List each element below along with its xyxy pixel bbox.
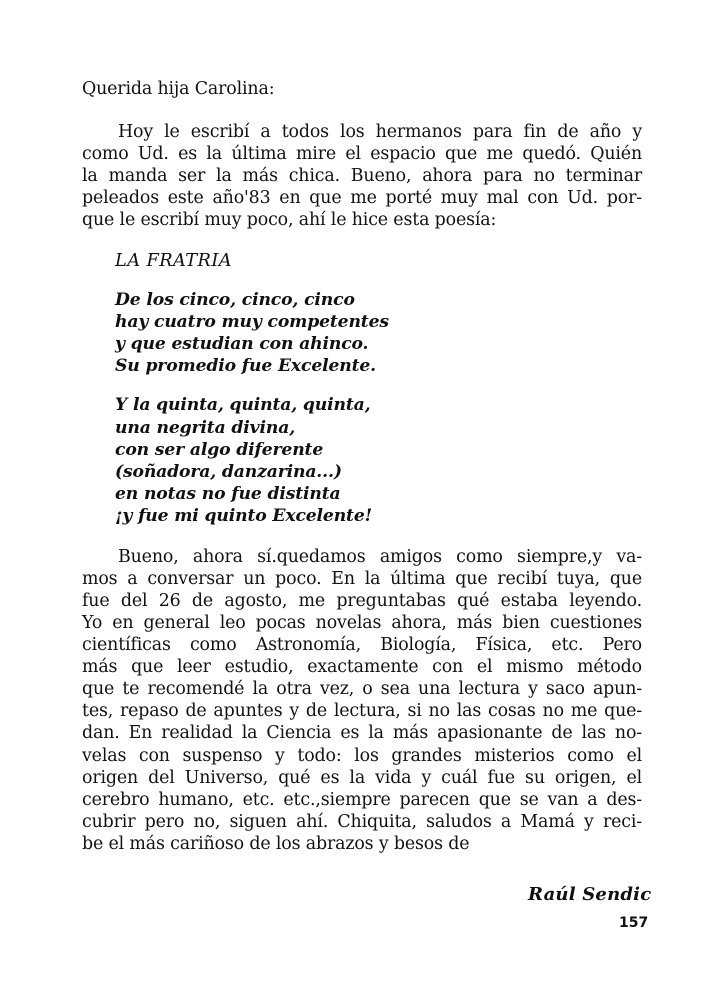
poem-line: ¡y fue mi quinto Excelente! — [115, 506, 373, 527]
paragraph-line: científicas como Astronomía, Biología, Física, etc. Pero — [82, 635, 642, 656]
paragraph-1 — [82, 121, 642, 231]
poem-line: De los cinco, cinco, cinco — [115, 289, 355, 310]
paragraph-line: dan. En realidad la Ciencia es la más apasionante de las no- — [82, 723, 642, 744]
paragraph-line: que te recomendé la otra vez, o sea una lectura y saco apun- — [82, 679, 642, 700]
paragraph-line: tes, repaso de apuntes y de lectura, si no las cosas no me que- — [82, 701, 642, 722]
paragraph-line: origen del Universo, qué es la vida y cuál fue su origen, el — [82, 767, 642, 788]
paragraph-line: cubrir pero no, siguen ahí. Chiquita, saludos a Mamá y reci- — [82, 811, 642, 832]
letter-body — [82, 78, 642, 855]
poem-title: LA FRATRIA — [115, 249, 233, 271]
paragraph-line: más que leer estudio, exactamente con el mismo método — [82, 657, 642, 678]
poem-line: (soñadora, danzarina...) — [115, 462, 342, 483]
paragraph-2 — [82, 546, 642, 855]
poem-line: con ser algo diferente — [115, 439, 324, 460]
paragraph-line: que le escribí muy poco, ahí le hice esta poesía: — [82, 210, 497, 231]
paragraph-line: Yo en general leo pocas novelas ahora, más bien cuestiones — [82, 612, 642, 633]
signature: Raúl Sendic — [528, 884, 652, 905]
salutation: Querida hija Carolina: — [82, 79, 275, 99]
poem-stanza-2 — [82, 394, 642, 527]
poem-line: Y la quinta, quinta, quinta, — [115, 395, 371, 416]
paragraph-line: peleados este año'83 en que me porté muy mal con Ud. por- — [82, 188, 642, 209]
paragraph-line: la manda ser la más chica. Bueno, ahora para no terminar — [82, 166, 642, 187]
paragraph-line: Bueno, ahora sí.quedamos amigos como siempre,y va- — [118, 546, 642, 567]
poem-line: y que estudian con ahinco. — [115, 334, 369, 355]
poem-line: Su promedio fue Excelente. — [115, 356, 377, 377]
poem-line: en notas no fue distinta — [115, 484, 341, 505]
poem-line: una negrita divina, — [115, 417, 296, 438]
paragraph-line: fue del 26 de agosto, me preguntabas qué estaba leyendo. — [82, 590, 642, 611]
paragraph-line: velas con suspenso y todo: los grandes misterios como el — [82, 745, 642, 766]
poem-stanza-1 — [82, 289, 642, 378]
paragraph-line: mos a conversar un poco. En la última que recibí tuya, que — [82, 568, 642, 589]
paragraph-line: cerebro humano, etc. etc.,siempre parecen que se van a des- — [82, 789, 642, 810]
paragraph-line: como Ud. es la última mire el espacio que me quedó. Quién — [82, 144, 642, 165]
poem-line: hay cuatro muy competentes — [115, 311, 389, 332]
page-number: 157 — [619, 915, 649, 931]
paragraph-line: Hoy le escribí a todos los hermanos para fin de año y — [118, 122, 642, 143]
paragraph-line: be el más cariñoso de los abrazos y besos de — [82, 833, 470, 854]
